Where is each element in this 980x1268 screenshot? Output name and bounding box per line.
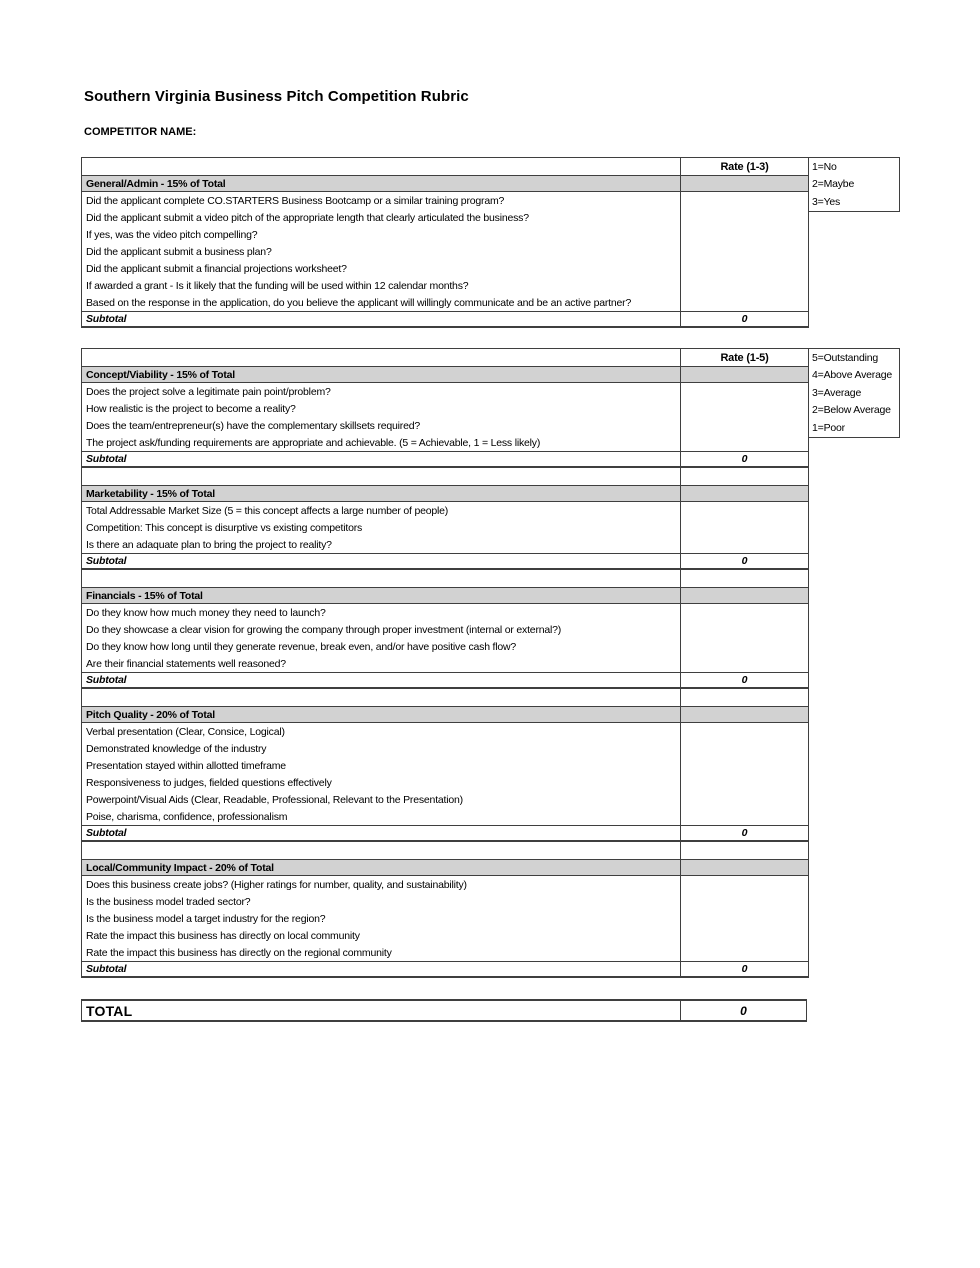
question-text: Rate the impact this business has directly on local community bbox=[82, 927, 681, 944]
section-rate-cell bbox=[681, 707, 808, 722]
question-row bbox=[82, 502, 808, 519]
rubric-table-rate-1-3 bbox=[81, 157, 809, 328]
total-label: TOTAL bbox=[82, 1001, 681, 1020]
question-row bbox=[82, 757, 808, 774]
rate-input-cell[interactable] bbox=[681, 876, 808, 893]
spacer-rate-cell bbox=[681, 842, 808, 859]
question-text: Did the applicant submit a video pitch of the appropriate length that clearly articulated the business? bbox=[82, 209, 681, 226]
question-row bbox=[82, 791, 808, 808]
section-title: Concept/Viability - 15% of Total bbox=[82, 367, 681, 382]
rate-input-cell[interactable] bbox=[681, 260, 808, 277]
question-text: The project ask/funding requirements are appropriate and achievable. (5 = Achievable, 1 = Less likely) bbox=[82, 434, 681, 451]
section-header-row bbox=[82, 485, 808, 502]
subtotal-row bbox=[82, 825, 808, 842]
rate-input-cell[interactable] bbox=[681, 757, 808, 774]
section-rate-cell bbox=[681, 367, 808, 382]
rate-input-cell[interactable] bbox=[681, 226, 808, 243]
question-row bbox=[82, 434, 808, 451]
section-title: Financials - 15% of Total bbox=[82, 588, 681, 603]
rate-input-cell[interactable] bbox=[681, 927, 808, 944]
section-header-row bbox=[82, 706, 808, 723]
legend-item: 4=Above Average bbox=[812, 369, 893, 382]
question-row bbox=[82, 723, 808, 740]
rate-header-row bbox=[82, 349, 808, 366]
question-row bbox=[82, 927, 808, 944]
subtotal-value: 0 bbox=[741, 453, 748, 465]
rate-input-cell[interactable] bbox=[681, 944, 808, 961]
rate-input-cell[interactable] bbox=[681, 655, 808, 672]
rating-legend-1-3 bbox=[808, 157, 900, 212]
header-empty-cell bbox=[82, 349, 681, 366]
section-rate-cell bbox=[681, 860, 808, 875]
subtotal-value: 0 bbox=[741, 827, 748, 839]
rate-input-cell[interactable] bbox=[681, 774, 808, 791]
question-text: Total Addressable Market Size (5 = this concept affects a large number of people) bbox=[82, 502, 681, 519]
rate-input-cell[interactable] bbox=[681, 519, 808, 536]
question-text: Do they showcase a clear vision for growing the company through proper investment (internal or external?) bbox=[82, 621, 681, 638]
question-row bbox=[82, 536, 808, 553]
section-spacer-row bbox=[82, 468, 808, 485]
question-text: Do they know how long until they generate revenue, break even, and/or have positive cash flow? bbox=[82, 638, 681, 655]
question-row bbox=[82, 604, 808, 621]
question-text: Poise, charisma, confidence, professionalism bbox=[82, 808, 681, 825]
subtotal-label: Subtotal bbox=[82, 554, 681, 568]
question-text: Verbal presentation (Clear, Consice, Logical) bbox=[82, 723, 681, 740]
subtotal-row bbox=[82, 311, 808, 328]
rate-input-cell[interactable] bbox=[681, 910, 808, 927]
rate-input-cell[interactable] bbox=[681, 417, 808, 434]
spacer-cell bbox=[82, 468, 681, 485]
question-text: Did the applicant submit a financial projections worksheet? bbox=[82, 260, 681, 277]
question-row bbox=[82, 808, 808, 825]
question-text: Does the project solve a legitimate pain point/problem? bbox=[82, 383, 681, 400]
rate-input-cell[interactable] bbox=[681, 502, 808, 519]
spacer-rate-cell bbox=[681, 689, 808, 706]
rate-input-cell[interactable] bbox=[681, 209, 808, 226]
question-text: Powerpoint/Visual Aids (Clear, Readable, Professional, Relevant to the Presentation) bbox=[82, 791, 681, 808]
rate-input-cell[interactable] bbox=[681, 192, 808, 209]
section-rate-cell bbox=[681, 588, 808, 603]
section-header-row bbox=[82, 366, 808, 383]
question-text: Is the business model traded sector? bbox=[82, 893, 681, 910]
spacer-cell bbox=[82, 842, 681, 859]
section-spacer-row bbox=[82, 842, 808, 859]
rate-input-cell[interactable] bbox=[681, 638, 808, 655]
question-text: Based on the response in the application, do you believe the applicant will willingly communicate and be an active partner? bbox=[82, 294, 681, 311]
legend-item: 1=Poor bbox=[812, 421, 845, 434]
subtotal-label: Subtotal bbox=[82, 452, 681, 466]
question-text: Did the applicant complete CO.STARTERS Business Bootcamp or a similar training program? bbox=[82, 192, 681, 209]
competitor-name-label: COMPETITOR NAME: bbox=[84, 126, 197, 138]
section-header-row bbox=[82, 175, 808, 192]
section-title: Local/Community Impact - 20% of Total bbox=[82, 860, 681, 875]
question-row bbox=[82, 417, 808, 434]
section-spacer-row bbox=[82, 570, 808, 587]
question-row bbox=[82, 774, 808, 791]
question-text: Demonstrated knowledge of the industry bbox=[82, 740, 681, 757]
section-title: General/Admin - 15% of Total bbox=[82, 176, 681, 191]
spacer-cell bbox=[82, 689, 681, 706]
legend-item: 5=Outstanding bbox=[812, 351, 878, 364]
question-row bbox=[82, 192, 808, 209]
question-row bbox=[82, 400, 808, 417]
subtotal-value: 0 bbox=[741, 313, 748, 325]
rate-input-cell[interactable] bbox=[681, 723, 808, 740]
question-text: Does the team/entrepreneur(s) have the complementary skillsets required? bbox=[82, 417, 681, 434]
rate-input-cell[interactable] bbox=[681, 536, 808, 553]
rate-input-cell[interactable] bbox=[681, 277, 808, 294]
question-row bbox=[82, 638, 808, 655]
question-row bbox=[82, 910, 808, 927]
rate-column-header: Rate (1-5) bbox=[720, 351, 769, 364]
question-text: Rate the impact this business has directly on the regional community bbox=[82, 944, 681, 961]
subtotal-row bbox=[82, 672, 808, 689]
question-text: Responsiveness to judges, fielded questions effectively bbox=[82, 774, 681, 791]
legend-item: 2=Below Average bbox=[812, 404, 891, 417]
question-text: If yes, was the video pitch compelling? bbox=[82, 226, 681, 243]
spacer-rate-cell bbox=[681, 468, 808, 485]
question-row bbox=[82, 655, 808, 672]
question-row bbox=[82, 519, 808, 536]
page-title: Southern Virginia Business Pitch Competition Rubric bbox=[84, 88, 469, 105]
rubric-table-rate-1-5 bbox=[81, 348, 809, 978]
question-text: If awarded a grant - Is it likely that the funding will be used within 12 calendar months? bbox=[82, 277, 681, 294]
total-row bbox=[81, 999, 807, 1022]
section-rate-cell bbox=[681, 176, 808, 191]
rate-column-header: Rate (1-3) bbox=[720, 160, 769, 173]
rating-legend-1-5 bbox=[808, 348, 900, 438]
section-header-row bbox=[82, 587, 808, 604]
rate-input-cell[interactable] bbox=[681, 434, 808, 451]
question-row bbox=[82, 621, 808, 638]
legend-item: 3=Average bbox=[812, 386, 862, 399]
question-row bbox=[82, 243, 808, 260]
subtotal-row bbox=[82, 961, 808, 978]
question-text: How realistic is the project to become a reality? bbox=[82, 400, 681, 417]
subtotal-row bbox=[82, 451, 808, 468]
question-text: Does this business create jobs? (Higher ratings for number, quality, and sustainability) bbox=[82, 876, 681, 893]
rate-input-cell[interactable] bbox=[681, 808, 808, 825]
question-text: Is there an adaquate plan to bring the project to reality? bbox=[82, 536, 681, 553]
subtotal-row bbox=[82, 553, 808, 570]
question-text: Are their financial statements well reasoned? bbox=[82, 655, 681, 672]
subtotal-label: Subtotal bbox=[82, 673, 681, 687]
subtotal-value: 0 bbox=[741, 555, 748, 567]
section-title: Marketability - 15% of Total bbox=[82, 486, 681, 501]
question-row bbox=[82, 277, 808, 294]
spacer-cell bbox=[82, 570, 681, 587]
rate-header-row bbox=[82, 158, 808, 175]
header-empty-cell bbox=[82, 158, 681, 175]
question-row bbox=[82, 740, 808, 757]
question-text: Presentation stayed within allotted timeframe bbox=[82, 757, 681, 774]
legend-item: 1=No bbox=[812, 160, 837, 173]
subtotal-value: 0 bbox=[741, 963, 748, 975]
spacer-rate-cell bbox=[681, 570, 808, 587]
subtotal-label: Subtotal bbox=[82, 826, 681, 840]
rate-input-cell[interactable] bbox=[681, 383, 808, 400]
total-value: 0 bbox=[740, 1003, 747, 1018]
rate-input-cell[interactable] bbox=[681, 243, 808, 260]
question-text: Is the business model a target industry for the region? bbox=[82, 910, 681, 927]
section-header-row bbox=[82, 859, 808, 876]
rate-input-cell[interactable] bbox=[681, 604, 808, 621]
question-row bbox=[82, 226, 808, 243]
section-spacer-row bbox=[82, 689, 808, 706]
question-row bbox=[82, 209, 808, 226]
section-title: Pitch Quality - 20% of Total bbox=[82, 707, 681, 722]
legend-item: 3=Yes bbox=[812, 195, 841, 208]
question-text: Do they know how much money they need to launch? bbox=[82, 604, 681, 621]
question-row bbox=[82, 260, 808, 277]
subtotal-label: Subtotal bbox=[82, 312, 681, 326]
rate-input-cell[interactable] bbox=[681, 621, 808, 638]
subtotal-value: 0 bbox=[741, 674, 748, 686]
rate-input-cell[interactable] bbox=[681, 893, 808, 910]
question-row bbox=[82, 294, 808, 311]
rate-input-cell[interactable] bbox=[681, 400, 808, 417]
question-row bbox=[82, 383, 808, 400]
question-row bbox=[82, 876, 808, 893]
question-row bbox=[82, 893, 808, 910]
rate-input-cell[interactable] bbox=[681, 740, 808, 757]
legend-item: 2=Maybe bbox=[812, 178, 855, 191]
question-text: Competition: This concept is disurptive vs existing competitors bbox=[82, 519, 681, 536]
subtotal-label: Subtotal bbox=[82, 962, 681, 976]
rate-input-cell[interactable] bbox=[681, 791, 808, 808]
section-rate-cell bbox=[681, 486, 808, 501]
question-row bbox=[82, 944, 808, 961]
question-text: Did the applicant submit a business plan? bbox=[82, 243, 681, 260]
rate-input-cell[interactable] bbox=[681, 294, 808, 311]
